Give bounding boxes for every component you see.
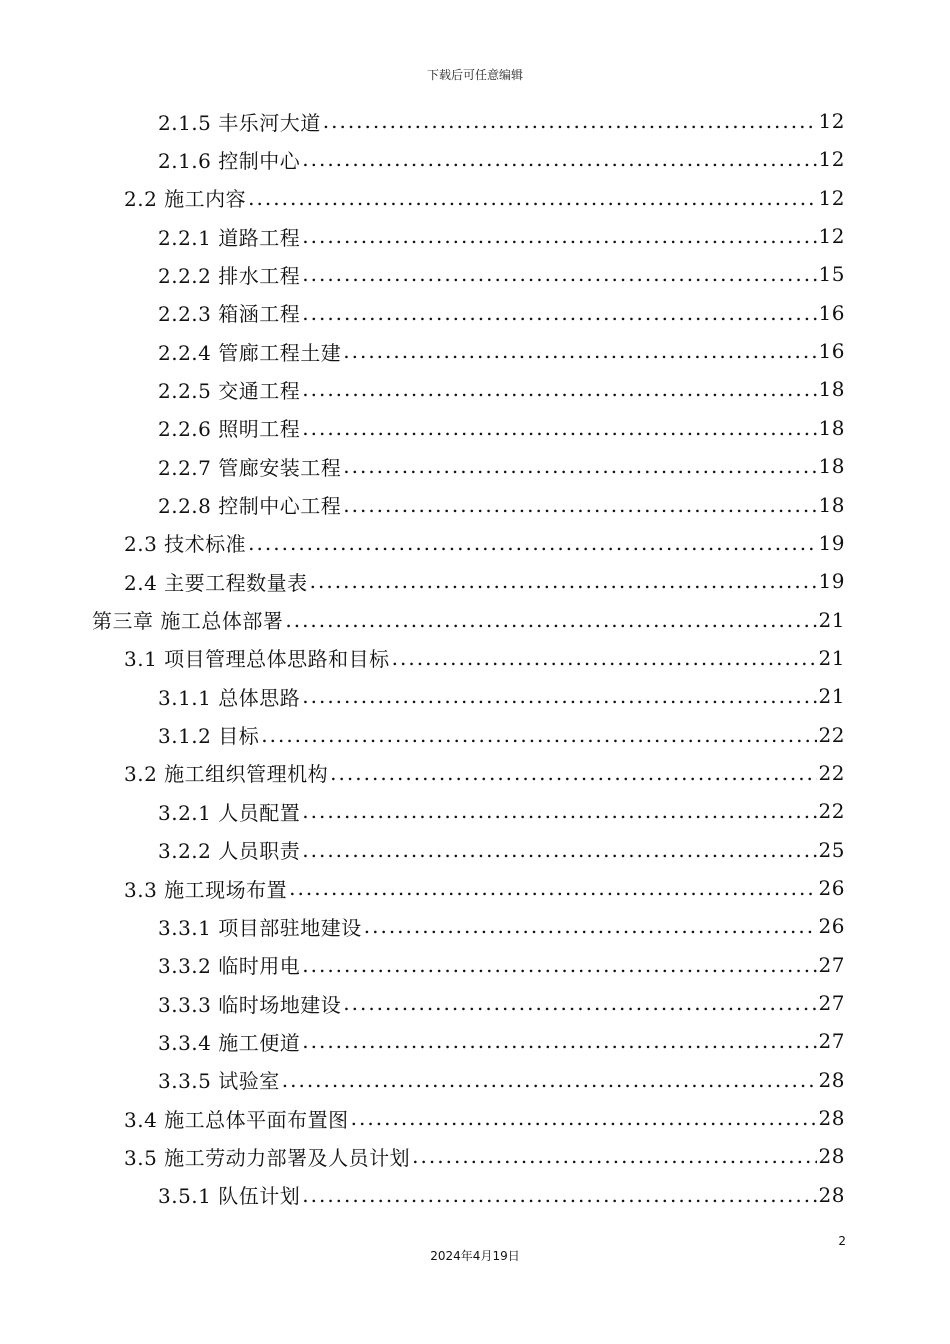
toc-entry-label: 2.2 施工内容 (124, 187, 247, 212)
toc-entry[interactable] (158, 677, 845, 715)
toc-entry-label: 2.1.5 丰乐河大道 (158, 110, 321, 135)
toc-dot-leader (310, 569, 817, 593)
toc-entry-label: 2.4 主要工程数量表 (124, 570, 308, 595)
toc-entry[interactable] (158, 1022, 845, 1060)
toc-entry-label: 3.3.1 项目部驻地建设 (158, 915, 362, 940)
toc-dot-leader (302, 262, 816, 286)
toc-entry[interactable] (158, 294, 845, 332)
toc-entry[interactable] (124, 1099, 845, 1137)
toc-dot-leader (282, 1068, 817, 1092)
toc-entry-label: 3.3 施工现场布置 (124, 877, 288, 902)
toc-entry[interactable] (158, 792, 845, 830)
toc-dot-leader (330, 761, 816, 785)
toc-dot-leader (261, 723, 816, 747)
toc-entry[interactable] (158, 217, 845, 255)
toc-entry-page: 19 (818, 569, 845, 594)
toc-dot-leader (302, 1029, 816, 1053)
toc-dot-leader (248, 531, 816, 555)
toc-entry[interactable] (124, 869, 845, 907)
toc-dot-leader (285, 608, 816, 632)
toc-entry-label: 第三章 施工总体部署 (92, 609, 284, 634)
toc-entry-label: 3.2.1 人员配置 (158, 800, 301, 825)
toc-entry-label: 2.2.3 箱涵工程 (158, 302, 301, 327)
toc-entry[interactable] (158, 1061, 845, 1099)
toc-entry-page: 21 (818, 645, 845, 670)
toc-entry-page: 18 (818, 377, 845, 402)
page-header: 下载后可任意编辑 (426, 68, 523, 82)
toc-entry[interactable] (158, 907, 845, 945)
toc-entry-label: 2.3 技术标准 (124, 532, 247, 557)
toc-entry[interactable] (158, 409, 845, 447)
toc-entry-page: 16 (818, 300, 845, 325)
toc-entry-label: 2.2.5 交通工程 (158, 378, 301, 403)
page-footer-date: 2024年4月19日 (430, 1249, 520, 1263)
toc-dot-leader (302, 301, 816, 325)
toc-dot-leader (302, 799, 816, 823)
toc-entry-page: 19 (818, 530, 845, 555)
toc-entry-label: 3.5 施工劳动力部署及人员计划 (124, 1145, 411, 1170)
toc-entry-page: 28 (818, 1182, 845, 1207)
toc-entry[interactable] (158, 447, 845, 485)
toc-dot-leader (302, 953, 816, 977)
toc-entry-label: 3.3.5 试验室 (158, 1069, 280, 1094)
toc-entry-page: 27 (818, 1029, 845, 1054)
toc-entry-page: 28 (818, 1067, 845, 1092)
toc-dot-leader (343, 339, 816, 363)
toc-entry[interactable] (158, 716, 845, 754)
toc-dot-leader (289, 876, 816, 900)
toc-entry-page: 12 (818, 109, 845, 133)
toc-entry[interactable] (158, 831, 845, 869)
toc-entry-page: 27 (818, 991, 845, 1016)
toc-entry-page: 16 (818, 339, 845, 364)
toc-entry[interactable] (92, 601, 845, 639)
toc-entry-label: 2.2.8 控制中心工程 (158, 494, 342, 518)
toc-entry[interactable] (158, 1176, 845, 1214)
toc-entry-label: 3.2.2 人员职责 (158, 839, 301, 864)
toc-entry-page: 26 (818, 914, 845, 939)
toc-dot-leader (323, 109, 817, 133)
toc-dot-leader (392, 646, 817, 670)
toc-entry-page: 27 (818, 952, 845, 977)
toc-entry-label: 3.1.1 总体思路 (158, 685, 301, 710)
toc-dot-leader (351, 1106, 817, 1130)
toc-entry[interactable] (158, 486, 845, 524)
toc-entry-page: 12 (818, 224, 845, 249)
toc-entry-label: 3.4 施工总体平面布置图 (124, 1107, 349, 1132)
toc-dot-leader (302, 416, 816, 440)
toc-entry[interactable] (124, 524, 845, 562)
toc-entry-page: 22 (818, 760, 845, 785)
toc-dot-leader (248, 186, 816, 210)
toc-entry-label: 3.2 施工组织管理机构 (124, 762, 329, 787)
toc-entry-page: 15 (818, 262, 845, 287)
toc-entry-page: 12 (818, 147, 845, 172)
toc-dot-leader (302, 838, 816, 862)
toc-entry[interactable] (124, 754, 845, 792)
toc-entry[interactable] (124, 1137, 845, 1175)
page-number: 2 (838, 1234, 846, 1248)
toc-dot-leader (302, 684, 816, 708)
toc-entry-page: 28 (818, 1106, 845, 1131)
toc-entry[interactable] (158, 370, 845, 408)
toc-entry-label: 2.2.2 排水工程 (158, 263, 301, 288)
toc-entry-label: 2.2.6 照明工程 (158, 417, 301, 442)
toc-entry-page: 28 (818, 1144, 845, 1169)
toc-dot-leader (343, 454, 816, 478)
toc-entry-label: 2.2.1 道路工程 (158, 225, 301, 250)
toc-dot-leader (302, 1183, 816, 1207)
toc-dot-leader (364, 914, 817, 938)
toc-dot-leader (343, 991, 816, 1015)
toc-entry-label: 2.2.4 管廊工程土建 (158, 340, 342, 365)
toc-entry[interactable] (158, 255, 845, 293)
toc-entry-label: 3.5.1 队伍计划 (158, 1184, 301, 1209)
toc-entry-label: 3.1.2 目标 (158, 724, 260, 749)
toc-entry[interactable] (158, 984, 845, 1022)
toc-entry-label: 3.1 项目管理总体思路和目标 (124, 647, 390, 672)
toc-entry-page: 18 (818, 492, 845, 517)
toc-dot-leader (412, 1144, 816, 1168)
toc-entry[interactable] (158, 946, 845, 984)
toc-entry-page: 18 (818, 454, 845, 479)
toc-entry-page: 25 (818, 837, 845, 862)
toc-entry-page: 12 (818, 185, 845, 210)
toc-dot-leader (302, 147, 816, 171)
toc-entry[interactable] (124, 639, 845, 677)
toc-entry[interactable] (158, 102, 845, 140)
toc-entry-page: 22 (818, 722, 845, 747)
toc-dot-leader (302, 377, 816, 401)
toc-entry[interactable] (124, 562, 845, 600)
toc-entry-page: 22 (818, 799, 845, 824)
toc-entry-label: 3.3.4 施工便道 (158, 1030, 301, 1055)
toc-entry[interactable] (158, 140, 845, 178)
toc-entry-label: 3.3.2 临时用电 (158, 954, 301, 979)
toc-entry-page: 18 (818, 415, 845, 440)
toc-dot-leader (343, 493, 816, 517)
toc-entry[interactable] (124, 179, 845, 217)
toc-dot-leader (302, 224, 816, 248)
toc-entry[interactable] (158, 332, 845, 370)
toc-entry-label: 3.3.3 临时场地建设 (158, 992, 342, 1017)
toc-entry-label: 2.2.7 管廊安装工程 (158, 455, 342, 480)
toc-entry-label: 2.1.6 控制中心 (158, 148, 301, 173)
toc-entry-page: 26 (818, 876, 845, 900)
toc-entry-page: 21 (818, 607, 845, 632)
toc-entry-page: 21 (818, 684, 845, 709)
